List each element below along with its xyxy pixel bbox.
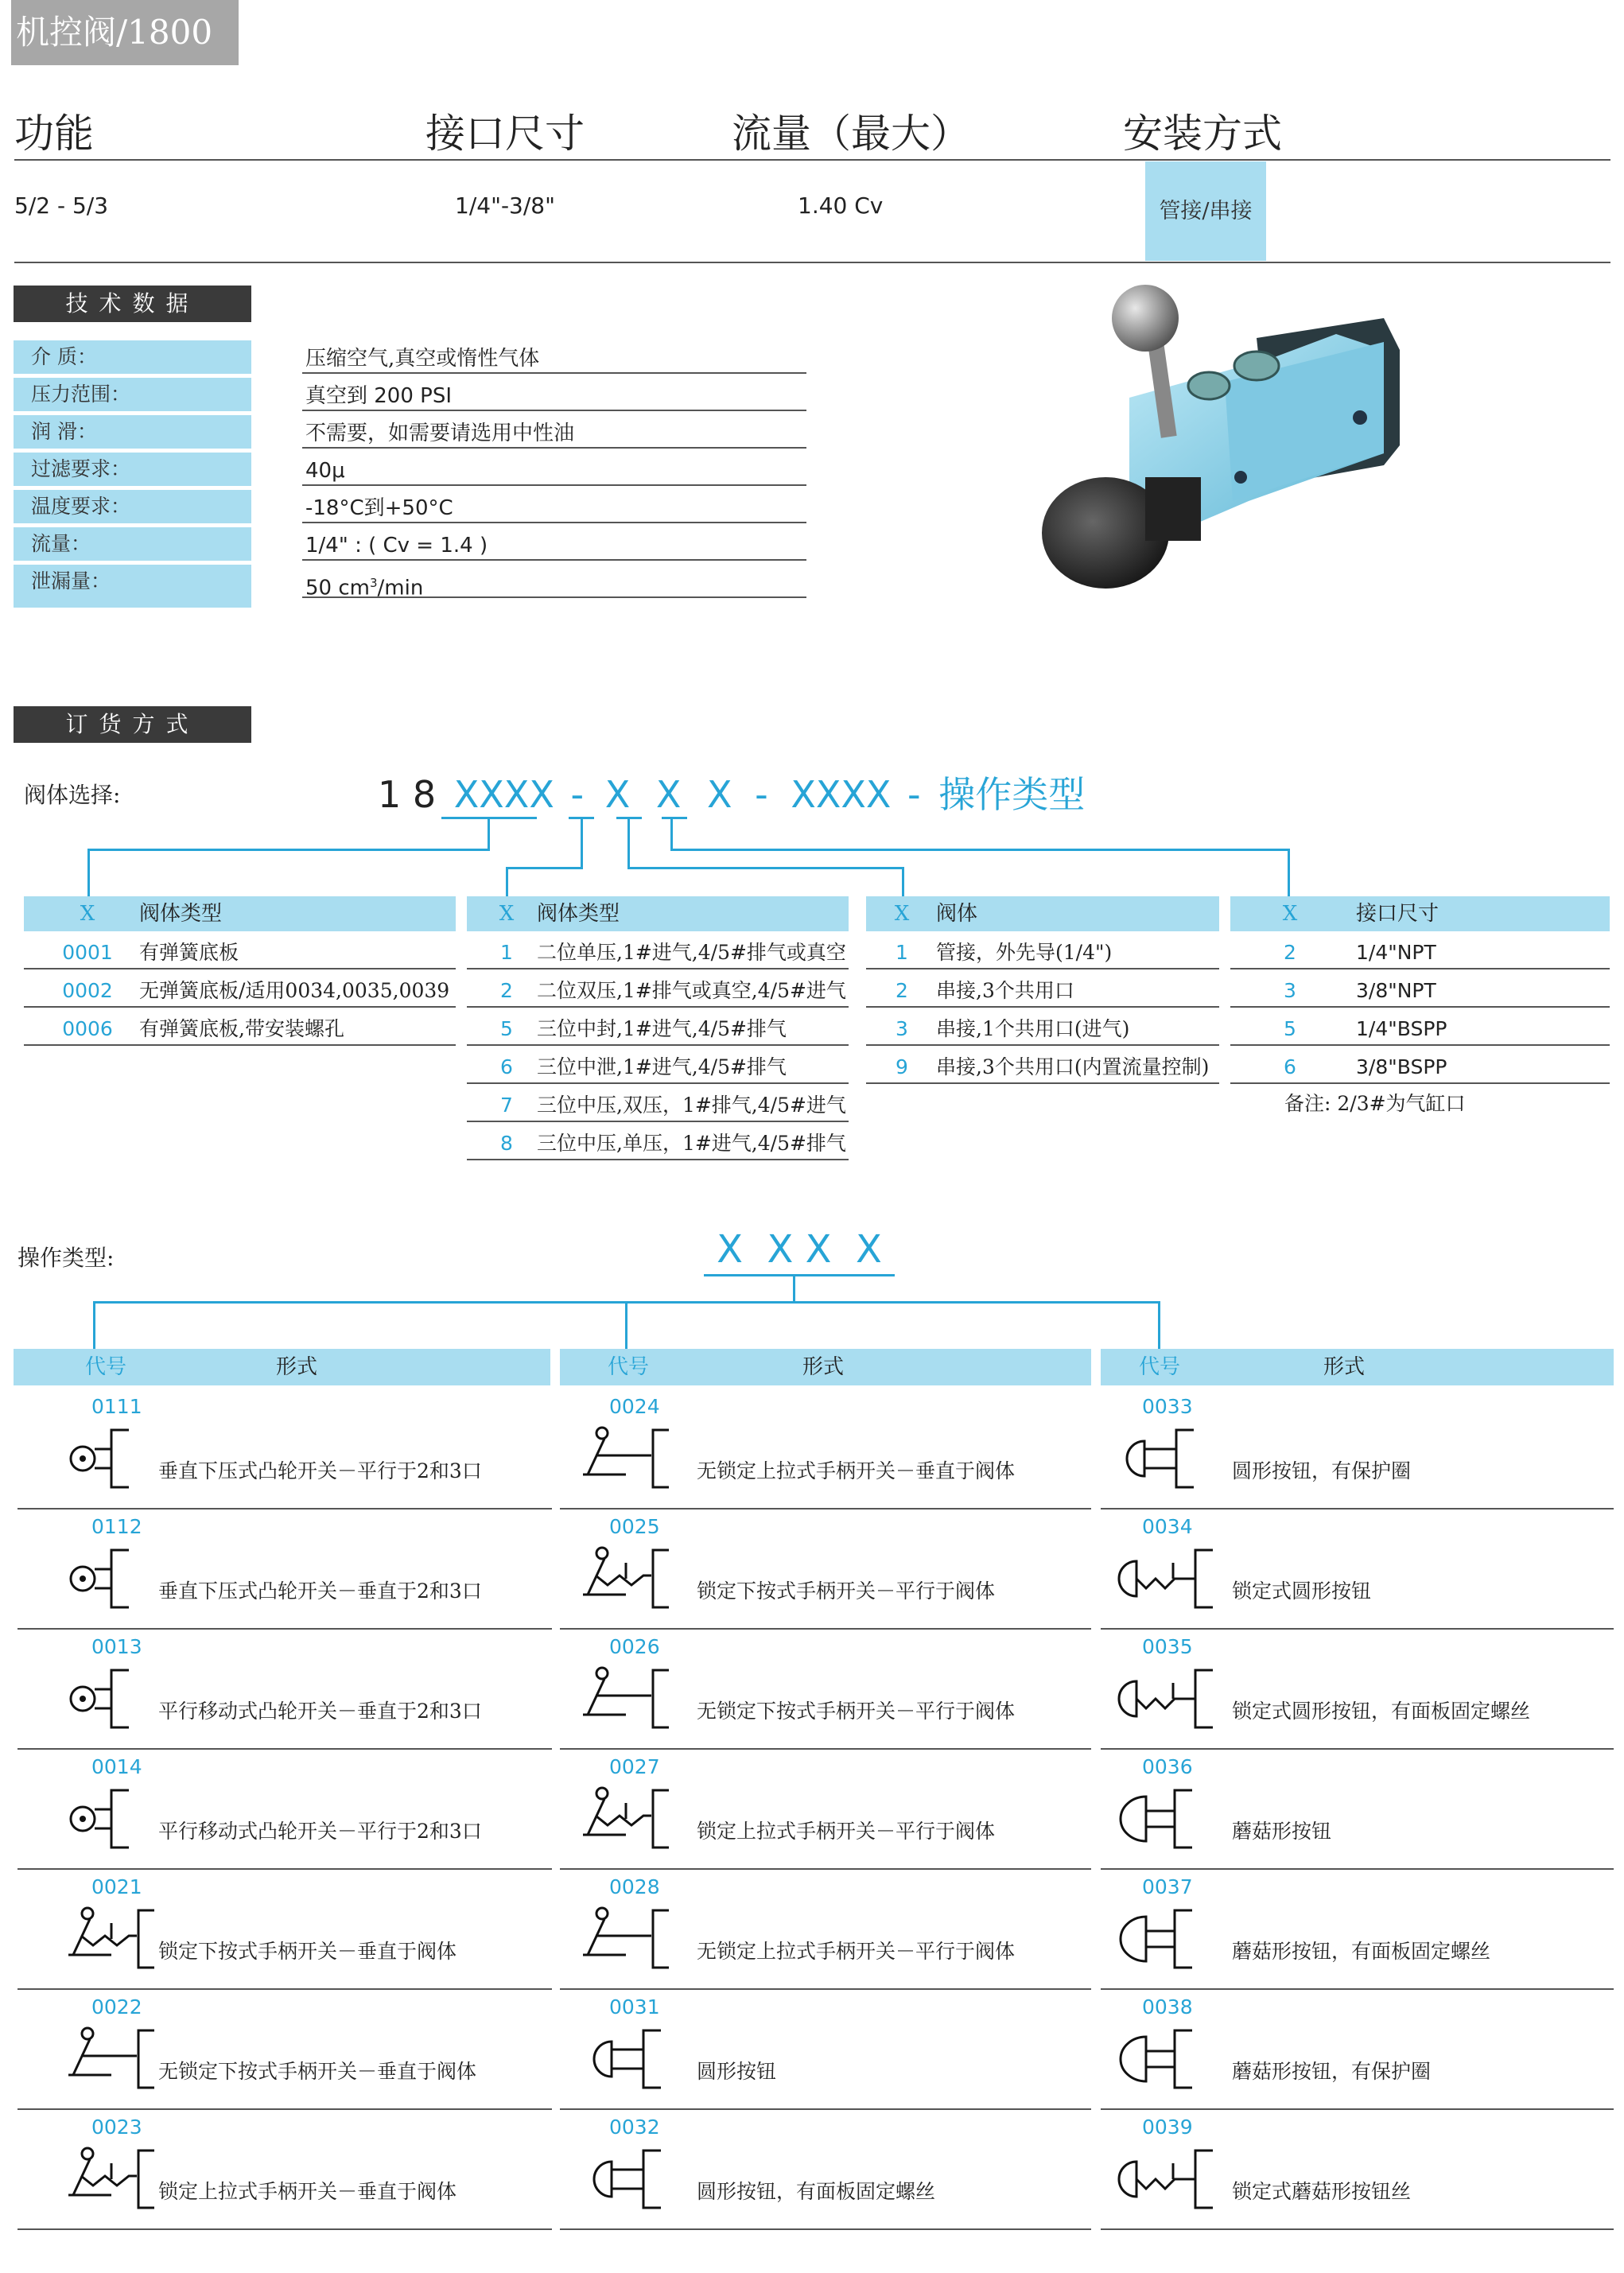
operation-code-value: 0013 (91, 1635, 142, 1658)
operation-description: 锁定式圆形按钮，有面板固定螺丝 (1232, 1700, 1531, 1723)
lever-icon (65, 2019, 169, 2099)
header-mounting-label: 安装方式 (1123, 111, 1282, 157)
operation-item (17, 1747, 552, 1870)
mushroom-button-icon (1113, 2019, 1216, 2099)
round-button-icon (580, 2139, 683, 2219)
operation-code-value: 0024 (609, 1395, 660, 1418)
connector (87, 849, 490, 851)
operation-code: X X X X (717, 1227, 882, 1272)
operation-item (560, 1387, 1091, 1510)
lever-icon (580, 1419, 683, 1498)
connector (670, 849, 1290, 851)
valve-product-image (1034, 262, 1416, 604)
operation-item (1101, 1867, 1614, 1990)
tech-label: 泄漏量： (14, 565, 251, 608)
connector (93, 1301, 95, 1349)
tech-label: 润 滑： (14, 415, 251, 449)
code-operation-label: 操作类型 (938, 773, 1086, 816)
lever-detent-icon (65, 1899, 169, 1979)
connector (506, 867, 508, 896)
code-body-select: XXXX (453, 773, 554, 816)
connector (662, 817, 687, 819)
operation-item (1101, 1987, 1614, 2110)
connector (704, 1274, 895, 1276)
button-detent-icon (1113, 2139, 1216, 2219)
operation-item (560, 1627, 1091, 1750)
operation-description: 蘑菇形按钮，有保护圈 (1232, 2060, 1432, 2083)
tech-label: 温度要求： (14, 490, 251, 523)
header-divider (14, 159, 1610, 161)
operation-col-header: 代号 形式 (14, 1349, 550, 1385)
operation-description: 锁定上拉式手柄开关－平行于阀体 (697, 1820, 996, 1843)
button-detent-icon (1113, 1539, 1216, 1618)
table-row: 1 管接，外先导(1/4") (866, 931, 1219, 969)
table-row: 5 三位中封,1#进气,4/5#排气 (467, 1008, 849, 1046)
port-note: 备注: 2/3#为气缸口 (1284, 1092, 1466, 1115)
table-row: 8 三位中压,单压，1#进气,4/5#排气 (467, 1122, 849, 1160)
lever-icon (580, 1659, 683, 1739)
table-row: 6 三位中泄,1#进气,4/5#排气 (467, 1046, 849, 1084)
operation-item (560, 1867, 1091, 1990)
connector (1158, 1301, 1160, 1349)
operation-description: 锁定式蘑菇形按钮丝 (1232, 2180, 1412, 2203)
table-row: 7 三位中压,双压，1#排气,4/5#进气 (467, 1084, 849, 1122)
lever-icon (580, 1899, 683, 1979)
header-flow-value: 1.40 Cv (798, 192, 884, 219)
operation-description: 无锁定下按式手柄开关－垂直于阀体 (158, 2060, 477, 2083)
tech-value: 50 $cm^3/\min$ (302, 561, 806, 598)
table-row: 0001 有弹簧底板 (24, 931, 456, 969)
operation-description: 圆形按钮 (697, 2060, 777, 2083)
header-function-label: 功能 (14, 111, 94, 157)
operation-code-value: 0032 (609, 2116, 660, 2139)
port-size-table (1230, 896, 1610, 1124)
tech-label: 流量： (14, 527, 251, 561)
operation-description: 垂直下压式凸轮开关－平行于2和3口 (158, 1459, 482, 1482)
operation-description: 蘑菇形按钮 (1232, 1820, 1332, 1843)
operation-item (17, 1507, 552, 1630)
cam-roller-icon (65, 1539, 169, 1618)
tech-value: 真空到 200 PSI (302, 374, 806, 411)
header-flow-label: 流量（最大） (732, 111, 970, 157)
lever-detent-icon (65, 2139, 169, 2219)
operation-code-value: 0031 (609, 1995, 660, 2019)
connector (625, 1301, 627, 1349)
connector (627, 867, 904, 869)
connector (902, 867, 904, 896)
operation-item (1101, 2108, 1614, 2230)
connector (87, 849, 90, 896)
operation-description: 垂直下压式凸轮开关－垂直于2和3口 (158, 1579, 482, 1603)
lever-detent-icon (580, 1539, 683, 1618)
round-button-icon (1113, 1419, 1216, 1498)
mushroom-button-icon (1113, 1779, 1216, 1859)
connector (1288, 849, 1290, 896)
tech-data-title: 技术数据 (14, 286, 251, 322)
operation-code-value: 0022 (91, 1995, 142, 2019)
connector (793, 1274, 795, 1303)
operation-code-value: 0027 (609, 1755, 660, 1778)
table-header: X 阀体 (866, 896, 1219, 931)
tech-value: -18°C到+50°C (302, 486, 806, 523)
table-row: 2 1/4"NPT (1230, 931, 1610, 969)
operation-item (1101, 1387, 1614, 1510)
operation-item (560, 1747, 1091, 1870)
operation-code-value: 0111 (91, 1395, 142, 1418)
connector (506, 867, 583, 869)
operation-description: 无锁定下按式手柄开关－平行于阀体 (697, 1700, 1016, 1723)
header-mounting-value: 管接/串接 (1145, 161, 1266, 261)
operation-item (560, 1987, 1091, 2110)
header-port-size-value: 1/4"-3/8" (455, 192, 555, 219)
valve-type-table (467, 896, 849, 1160)
code-body: X (655, 773, 682, 816)
table-header: X 接口尺寸 (1230, 896, 1610, 931)
table-row: 5 1/4"BSPP (1230, 1008, 1610, 1046)
table-row: 6 3/8"BSPP (1230, 1046, 1610, 1084)
operation-description: 圆形按钮，有保护圈 (1232, 1459, 1412, 1482)
table-header: X 阀体类型 (24, 896, 456, 931)
page-title: 机控阀/1800 系列 (11, 0, 239, 65)
table-row: 0006 有弹簧底板,带安装螺孔 (24, 1008, 456, 1046)
tech-label: 介 质： (14, 340, 251, 374)
order-title: 订货方式 (14, 706, 251, 743)
tech-value: 压缩空气,真空或惰性气体 (302, 336, 806, 374)
table-row: 2 串接,3个共用口 (866, 969, 1219, 1008)
tech-value: 1/4" : ( Cv = 1.4 ) (302, 523, 806, 561)
code-port-size: X (706, 773, 732, 816)
mushroom-button-icon (1113, 1899, 1216, 1979)
operation-description: 无锁定上拉式手柄开关－平行于阀体 (697, 1940, 1016, 1963)
operation-col-header: 代号 形式 (560, 1349, 1091, 1385)
operation-code-value: 0039 (1142, 2116, 1193, 2139)
operation-code-value: 0033 (1142, 1395, 1193, 1418)
operation-code-value: 0026 (609, 1635, 660, 1658)
connector (488, 817, 490, 850)
body-table (866, 896, 1219, 1084)
operation-code-value: 0038 (1142, 1995, 1193, 2019)
operation-code-value: 0037 (1142, 1875, 1193, 1898)
operation-description: 锁定式圆形按钮 (1232, 1579, 1372, 1603)
operation-description: 平行移动式凸轮开关－垂直于2和3口 (158, 1700, 482, 1723)
table-row: 2 二位双压,1#排气或真空,4/5#进气 (467, 969, 849, 1008)
body-selection-label: 阀体选择: (24, 782, 121, 808)
connector (627, 817, 630, 868)
tech-value: 40μ (302, 449, 806, 486)
operation-code-value: 0023 (91, 2116, 142, 2139)
table-row: 0002 无弹簧底板/适用0034,0035,0039 (24, 969, 456, 1008)
operation-code-value: 0021 (91, 1875, 142, 1898)
operation-code-value: 0034 (1142, 1515, 1193, 1538)
lever-detent-icon (580, 1779, 683, 1859)
operation-description: 锁定上拉式手柄开关－垂直于阀体 (158, 2180, 457, 2203)
operation-description: 锁定下按式手柄开关－平行于阀体 (697, 1579, 996, 1603)
table-row: 3 串接,1个共用口(进气) (866, 1008, 1219, 1046)
operation-item (17, 1987, 552, 2110)
connector (670, 817, 673, 850)
code-valve-type: X (604, 773, 631, 816)
operation-code-value: 0112 (91, 1515, 142, 1538)
operation-description: 圆形按钮，有面板固定螺丝 (697, 2180, 936, 2203)
code-operation: XXXX (791, 773, 892, 816)
tech-label: 过滤要求： (14, 453, 251, 486)
operation-code-value: 0036 (1142, 1755, 1193, 1778)
table-row: 1 二位单压,1#进气,4/5#排气或真空 (467, 931, 849, 969)
operation-description: 蘑菇形按钮，有面板固定螺丝 (1232, 1940, 1491, 1963)
cam-roller-icon (65, 1779, 169, 1859)
operation-description: 无锁定上拉式手柄开关－垂直于阀体 (697, 1459, 1016, 1482)
operation-code-value: 0025 (609, 1515, 660, 1538)
tech-value: 不需要，如需要请选用中性油 (302, 411, 806, 449)
button-detent-icon (1113, 1659, 1216, 1739)
operation-description: 锁定下按式手柄开关－垂直于阀体 (158, 1940, 457, 1963)
operation-item (17, 1627, 552, 1750)
tech-label: 压力范围： (14, 378, 251, 411)
operation-item (1101, 1747, 1614, 1870)
operation-item (560, 1507, 1091, 1630)
operation-code-value: 0028 (609, 1875, 660, 1898)
tech-label-column (14, 340, 251, 612)
operation-col-header: 代号 形式 (1101, 1349, 1614, 1385)
order-code: 1 8 XXXX - X X X - XXXX - 操作类型 (378, 773, 1086, 816)
header-port-size-label: 接口尺寸 (425, 111, 585, 157)
table-row: 9 串接,3个共用口(内置流量控制) (866, 1046, 1219, 1084)
table-row: 3 3/8"NPT (1230, 969, 1610, 1008)
connector (581, 817, 583, 868)
operation-code-value: 0035 (1142, 1635, 1193, 1658)
cam-roller-icon (65, 1419, 169, 1498)
operation-item (1101, 1507, 1614, 1630)
round-button-icon (580, 2019, 683, 2099)
cam-roller-icon (65, 1659, 169, 1739)
header-function-value: 5/2 - 5/3 (14, 192, 109, 219)
operation-item (17, 2108, 552, 2230)
operation-description: 平行移动式凸轮开关－平行于2和3口 (158, 1820, 482, 1843)
code-prefix: 1 8 (378, 773, 437, 816)
operation-item (17, 1867, 552, 1990)
operation-item (560, 2108, 1091, 2230)
body-type-table (24, 896, 456, 1046)
operation-item (1101, 1627, 1614, 1750)
table-header: X 阀体类型 (467, 896, 849, 931)
operation-code-value: 0014 (91, 1755, 142, 1778)
operation-type-label: 操作类型: (17, 1245, 115, 1271)
operation-item (17, 1387, 552, 1510)
